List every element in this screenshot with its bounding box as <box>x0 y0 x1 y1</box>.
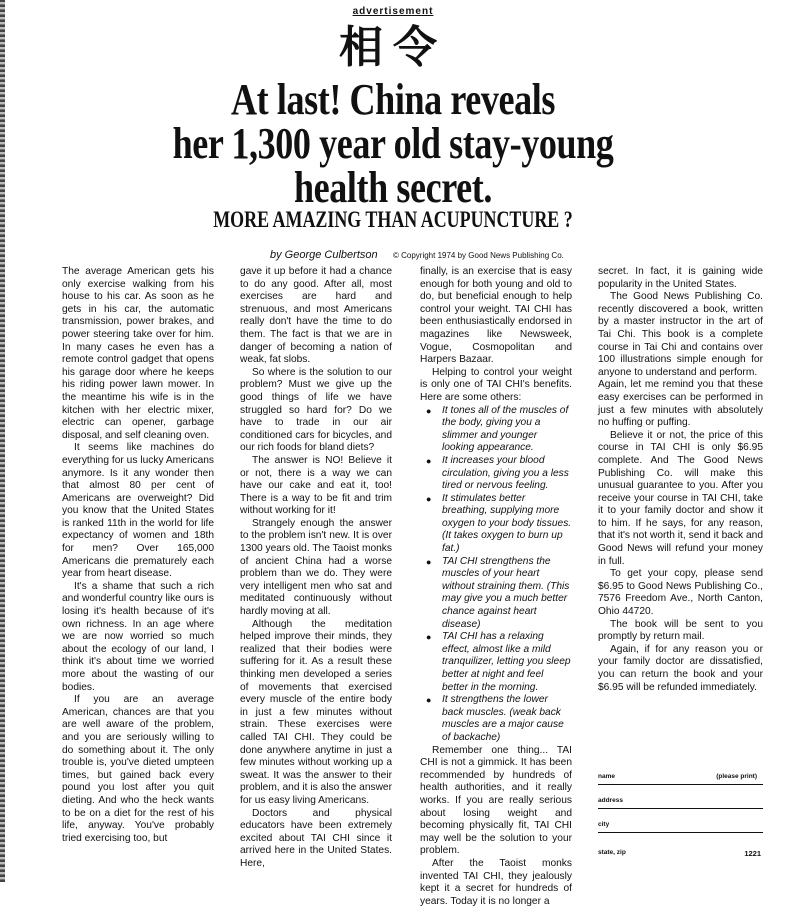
headline-line-2: her 1,300 year old stay-young <box>172 119 614 168</box>
paragraph: Although the meditation helped improve their minds, they realized that their bodies were suffering for it. As a result these thinking men developed a series of movements that exercised every muscle of the entire body in just a few minutes without strain. These exercises were called TAI CHI. They could be done anywhere anytime in just a few minutes without working up a sweat. It was the answer to their problem, and it is also the answer for us easy living Americans. <box>240 618 392 806</box>
article-column-4 <box>598 266 763 746</box>
advertisement-label: advertisement <box>352 6 434 17</box>
paragraph: Believe it or not, the price of this course in TAI CHI is only $6.95 complete. And The Good News Publishing Co. will make this unusual guarantee to you. After you receive your course in TAI CHI, take it to your family doctor and show it to him. If he says, for any reason, that it's not worth it, send it back and Good News will refund your money in full. <box>598 429 763 567</box>
paragraph: To get your copy, please send $6.95 to Good News Publishing Co., 7576 Freedom Ave., North Canton, Ohio 44720. <box>598 568 763 618</box>
subhead: MORE AMAZING THAN ACUPUNCTURE ? <box>213 207 573 232</box>
coupon-code: 1221 <box>744 849 761 858</box>
paragraph: Strangely enough the answer to the problem isn't new. It is over 1300 years old. The Taoist monks of ancient China had a worse problem than we do. They were very intelligent men who sat and meditated continuously without hardly moving at all. <box>240 517 392 618</box>
paragraph: Doctors and physical educators have been extremely excited about TAI CHI since it arrived here in the United States. Here, <box>240 807 392 869</box>
paragraph: Again, if for any reason you or your family doctor are dissatisfied, you can return the book and your $6.95 will be refunded immediately. <box>598 643 763 693</box>
benefit-item: ● It strengthens the lower back muscles. (weak back muscles are a major cause of backache) <box>442 694 572 744</box>
paragraph: secret. In fact, it is gaining wide popularity in the United States. <box>598 266 763 290</box>
benefit-item: ● TAI CHI has a relaxing effect, almost like a mild tranquilizer, letting you sleep better at night and feel better in the morning. <box>442 631 572 694</box>
state-zip-field[interactable] <box>598 848 763 860</box>
paragraph: The Good News Publishing Co. recently discovered a book, written by a master instructor in the art of Tai Chi. This book is a complete course in Tai Chi and contains over 100 illustrations simple enough for anyone to understand and perform. <box>598 291 763 378</box>
copyright-notice: © Copyright 1974 by Good News Publishing Co. <box>393 251 564 260</box>
headline-line-3: health secret. <box>293 163 492 212</box>
benefits-list <box>420 405 572 745</box>
benefit-item: ● It tones all of the muscles of the body, giving you a slimmer and younger looking appearance. <box>442 405 572 455</box>
city-field[interactable] <box>598 820 763 833</box>
scan-edge <box>0 0 5 882</box>
paragraph: Again, let me remind you that these easy exercises can be performed in just a few minutes with absolutely no huffing or puffing. <box>598 379 763 429</box>
address-label: address <box>598 797 623 804</box>
paragraph: finally, is an exercise that is easy enough for both young and old to do, but beneficial enough to help control your weight. TAI CHI has been enthusiastically endorsed in magazines like Newsweek, Vogue, Cosmopolitan and Harpers Bazaar. <box>420 266 572 366</box>
paragraph: It seems like machines do everything for us lucky Americans anymore. Is it any wonder then that almost 80 per cent of Americans are overweight? Did you know that the United States is ranked 11th in the world for life expectancy of women and 18th for men? Over 165,000 Americans die prematurely each year from heart disease. <box>62 442 214 580</box>
headline <box>87 75 699 212</box>
benefit-item: ● It increases your blood circulation, giving you a less tired or nervous feeling. <box>442 455 572 493</box>
address-field[interactable] <box>598 796 763 809</box>
benefit-item: ● TAI CHI strengthens the muscles of your heart without straining them. (This may give you a much better chance against heart disease) <box>442 556 572 632</box>
article-column-3 <box>420 266 572 907</box>
paragraph: Helping to control your weight is only one of TAI CHI's benefits. Here are some others: <box>420 366 572 403</box>
name-field[interactable] <box>598 772 763 785</box>
benefit-item: ● It stimulates better breathing, supplying more oxygen to your body tissues. (It takes oxygen to burn up fat.) <box>442 493 572 556</box>
headline-line-1: At last! China reveals <box>230 75 556 124</box>
state-zip-label: state, zip <box>598 849 626 856</box>
article-column-2 <box>240 266 392 882</box>
please-print-label: (please print) <box>716 773 757 780</box>
name-label: name <box>598 773 615 780</box>
chinese-characters: 相令 <box>339 22 447 73</box>
paragraph: The book will be sent to you promptly by return mail. <box>598 618 763 643</box>
paragraph: Remember one thing... TAI CHI is not a gimmick. It has been recommended by hundreds of health authorities, and it really works. If you are really serious about losing weight and becoming physically fit, TAI CHI may well be the solution to your problem. <box>420 744 572 857</box>
article-column-1 <box>62 266 214 882</box>
paragraph: If you are an average American, chances are that you are well aware of the problem, and you are seriously willing to do something about it. The only trouble is, you've dieted umpteen times, but gained back every pound you lost after you quit dieting. And who the heck wants to be on a diet for the rest of his life, anyway. You've probably tried exercising too, but <box>62 694 214 844</box>
paragraph: The average American gets his only exercise walking from his house to his car. As soon as he gets in his car, the automatic transmission, power brakes, and power steering take over for him. In many cases he even has a remote control gadget that opens his garage door where he keeps his riding power lawn mower. In the meantime his wife is in the kitchen with her electric mixer, electric can opener, garbage disposal, and self cleaning oven. <box>62 266 214 441</box>
paragraph: After the Taoist monks invented TAI CHI, they jealously kept it a secret for hundreds of years. Today it is no longer a <box>420 857 572 907</box>
byline: by George Culbertson <box>270 249 378 261</box>
city-label: city <box>598 821 610 828</box>
order-coupon <box>598 772 763 872</box>
paragraph: The answer is NO! Believe it or not, there is a way we can have our cake and eat it, too! There is a way to be fit and trim without working for it! <box>240 454 392 517</box>
paragraph: gave it up before it had a chance to do any good. After all, most exercises are hard and strenuous, and most Americans really don't have the time to do them. The fact is that we are in danger of becoming a nation of weak, fat slobs. <box>240 266 392 366</box>
paragraph: It's a shame that such a rich and wonderful country like ours is losing it's health because of it's own richness. In an age where we are now worried so much about the ecology of our land, I think it's about time we worried more about the wasting of our bodies. <box>62 580 214 693</box>
paragraph: So where is the solution to our problem? Must we give up the good things of life we have struggled so hard for? Do we have to trade in our air conditioned cars for bicycles, and our rich foods for bland diets? <box>240 366 392 454</box>
